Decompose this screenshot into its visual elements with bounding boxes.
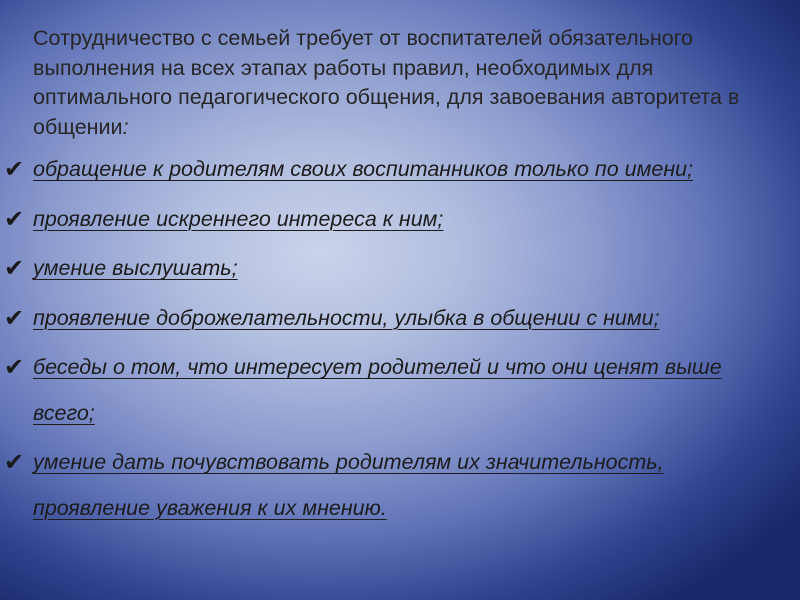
check-icon: ✔ — [4, 354, 25, 381]
bullet-item — [4, 246, 744, 292]
bullet-text: беседы о том, что интересует родителей и что они ценят выше всего; — [33, 355, 722, 425]
bullet-text: проявление искреннего интереса к ним; — [33, 206, 444, 231]
bullet-text: обращение к родителям своих воспитанников только по имени; — [33, 157, 694, 181]
bullet-list — [4, 147, 744, 535]
check-icon: ✔ — [4, 304, 25, 332]
bullet-item — [4, 345, 744, 436]
bullet-item — [4, 197, 744, 243]
check-icon: ✔ — [4, 156, 25, 183]
bullet-item — [4, 440, 744, 531]
check-icon: ✔ — [4, 255, 25, 282]
bullet-item — [4, 296, 744, 342]
intro-paragraph — [33, 24, 773, 142]
bullet-text: умение дать почувствовать родителям их значительность, проявление уважения к их мнению. — [33, 450, 664, 520]
intro-colon: : — [122, 114, 129, 139]
intro-text: Сотрудничество с семьей требует от воспитателей обязательного выполнения на всех этапах работы правил, необходимых для оптимального педагогического общения, для завоевания авторитета в общении — [33, 26, 740, 139]
check-icon: ✔ — [4, 205, 25, 233]
bullet-item — [4, 147, 744, 193]
bullet-text: умение выслушать; — [33, 256, 238, 280]
check-icon: ✔ — [4, 449, 25, 476]
bullet-text: проявление доброжелательности, улыбка в общении с ними; — [33, 305, 660, 330]
